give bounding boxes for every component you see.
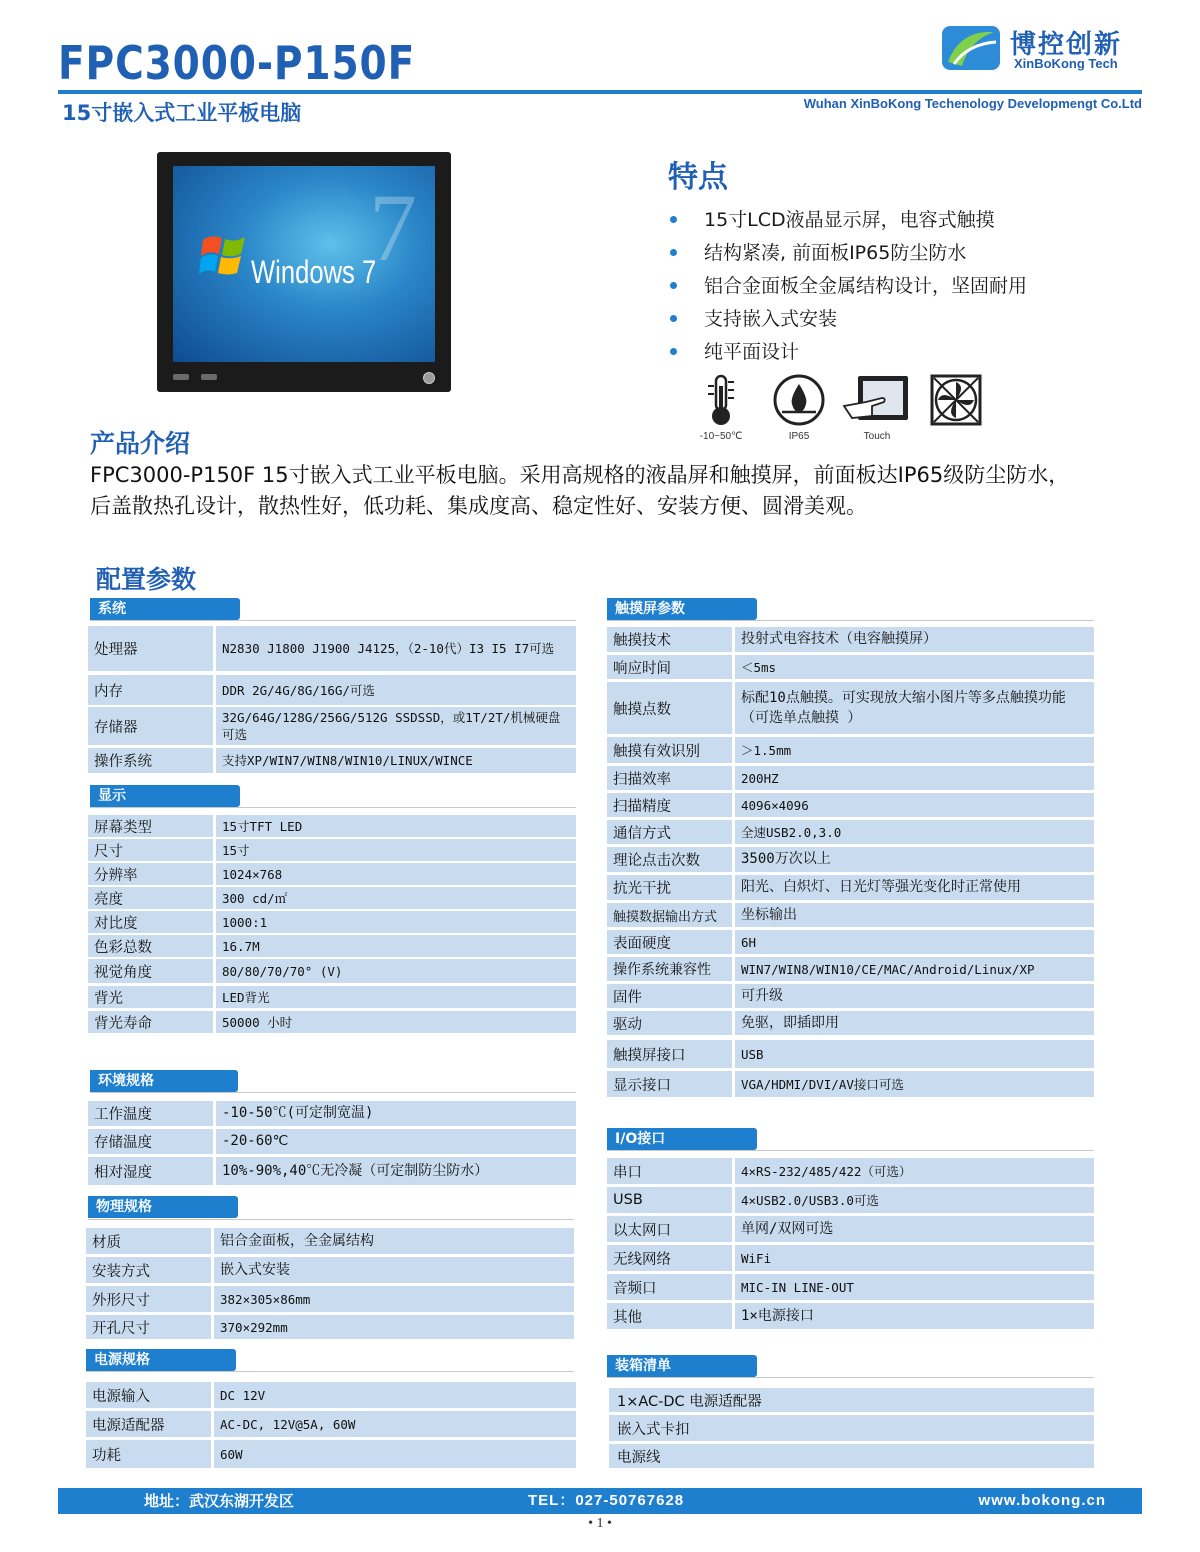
section-rule: [607, 1150, 1094, 1151]
section-rule: [90, 1092, 576, 1093]
table-row: 尺寸 15寸: [88, 839, 576, 861]
table-row: 抗光干扰 阳光、白炽灯、日光灯等强光变化时正常使用: [607, 875, 1094, 900]
logo-chinese-text: 博控创新: [1010, 30, 1123, 60]
feature-item: 结构紧凑, 前面板IP65防尘防水: [668, 239, 1027, 272]
table-row: 其他 1×电源接口: [607, 1303, 1094, 1329]
feature-badges: [690, 372, 990, 442]
company-name: Wuhan XinBoKong Techenology Developmengt Co.Ltd: [803, 96, 1142, 111]
badge-label: Touch: [863, 431, 891, 442]
table-row: 内存 DDR 2G/4G/8G/16G/可选: [88, 675, 576, 705]
section-tab-packing: 装箱清单: [607, 1355, 757, 1377]
product-model-title: FPC3000-P150F: [58, 36, 416, 90]
table-row: 色彩总数 16.7M: [88, 935, 576, 957]
footer-bar: [58, 1488, 1142, 1514]
footer-tel: TEL：027-50767628: [528, 1492, 685, 1509]
badge-touch: [842, 372, 912, 442]
windows-logo-icon: [199, 230, 249, 280]
screen-text: Windows 7: [251, 254, 377, 290]
product-subtitle: 15寸嵌入式工业平板电脑: [62, 101, 302, 125]
table-row: 响应时间 ＜5ms: [607, 655, 1094, 679]
badge-fan: [926, 372, 988, 442]
ip65-icon: [768, 372, 830, 428]
page-number: • 1 •: [588, 1516, 612, 1531]
table-row: 触摸有效识别 ＞1.5mm: [607, 737, 1094, 763]
table-row: 通信方式 全速USB2.0,3.0: [607, 820, 1094, 844]
footer-address: 地址：武汉东湖开发区: [144, 1492, 295, 1510]
bullet-icon: [670, 249, 677, 256]
usb-port-icon: [201, 374, 217, 380]
logo-mark-icon: [940, 22, 1002, 74]
section-rule: [90, 807, 576, 808]
logo-english-text: XinBoKong Tech: [1014, 56, 1118, 71]
footer-website-link[interactable]: www.bokong.cn: [978, 1492, 1106, 1509]
list-item: 1×AC-DC 电源适配器: [609, 1388, 1094, 1412]
feature-item: 支持嵌入式安装: [668, 305, 1027, 338]
table-row: 触摸数据输出方式 坐标输出: [607, 903, 1094, 927]
intro-text: FPC3000-P150F 15寸嵌入式工业平板电脑。采用高规格的液晶屏和触摸屏，前面板达IP65级防尘防水，后盖散热孔设计，散热性好，低功耗、集成度高、稳定性好、安装方便、圆滑美观。: [90, 463, 1070, 518]
product-image: [157, 152, 451, 392]
table-row: 存储温度 -20-60℃: [88, 1129, 576, 1154]
badge-ip65: [768, 372, 830, 442]
section-rule: [90, 620, 576, 621]
table-row: 电源输入 DC 12V: [86, 1382, 576, 1408]
section-tab-power: 电源规格: [86, 1349, 236, 1371]
table-row: 工作温度 -10-50℃(可定制宽温): [88, 1101, 576, 1126]
table-row: 串口 4×RS-232/485/422（可选）: [607, 1158, 1094, 1184]
screen-watermark-7: 7: [369, 174, 417, 281]
bullet-icon: [670, 348, 677, 355]
list-item: 电源线: [609, 1444, 1094, 1468]
bullet-icon: [670, 216, 677, 223]
table-row: 功耗 60W: [86, 1440, 576, 1468]
table-row: 驱动 免驱，即插即用: [607, 1011, 1094, 1035]
section-rule: [607, 1377, 1094, 1378]
table-row: 音频口 MIC-IN LINE-OUT: [607, 1274, 1094, 1300]
table-row: 电源适配器 AC-DC, 12V@5A, 60W: [86, 1411, 576, 1437]
table-row: 背光 LED背光: [88, 986, 576, 1008]
section-tab-system: 系统: [90, 598, 240, 620]
list-item: 嵌入式卡扣: [609, 1415, 1094, 1441]
table-row: 显示接口 VGA/HDMI/DVI/AV接口可选: [607, 1071, 1094, 1097]
power-button-icon: [423, 372, 435, 384]
table-row: 存储器 32G/64G/128G/256G/512G SSDSSD，或1T/2T/机械硬盘可选: [88, 707, 576, 745]
section-tab-touch: 触摸屏参数: [607, 598, 757, 620]
table-row: 开孔尺寸 370×292mm: [86, 1315, 574, 1339]
section-tab-environment: 环境规格: [90, 1070, 238, 1092]
section-tab-io: I/O接口: [607, 1128, 757, 1150]
features-list: [668, 206, 1027, 371]
badge-label: -10~50℃: [699, 431, 743, 442]
product-screen: [173, 166, 435, 362]
table-row: 理论点击次数 3500万次以上: [607, 847, 1094, 872]
bullet-icon: [670, 282, 677, 289]
table-row: 扫描效率 200HZ: [607, 766, 1094, 790]
table-row: USB 4×USB2.0/USB3.0可选: [607, 1187, 1094, 1213]
section-tab-physical: 物理规格: [88, 1196, 238, 1218]
company-logo: [940, 22, 1144, 76]
table-row: 材质 铝合金面板，全金属结构: [86, 1228, 574, 1254]
fan-icon: [926, 372, 988, 428]
table-row: 亮度 300 cd/㎡: [88, 887, 576, 909]
table-row: 操作系统兼容性 WIN7/WIN8/WIN10/CE/MAC/Android/Linux/XP: [607, 957, 1094, 981]
table-row: 扫描精度 4096×4096: [607, 793, 1094, 817]
section-rule: [607, 620, 1094, 621]
thermometer-icon: [690, 372, 752, 428]
table-row: 安装方式 嵌入式安装: [86, 1257, 574, 1283]
table-row: 视觉角度 80/80/70/70° (V): [88, 959, 576, 983]
section-rule: [88, 1219, 574, 1220]
touch-icon: [842, 372, 912, 428]
feature-item: 铝合金面板全金属结构设计，坚固耐用: [668, 272, 1027, 305]
table-row: 屏幕类型 15寸TFT LED: [88, 815, 576, 837]
features-title: 特点: [668, 160, 728, 195]
feature-item: 15寸LCD液晶显示屏，电容式触摸: [668, 206, 1027, 239]
table-row: 触摸屏接口 USB: [607, 1040, 1094, 1068]
table-row: 触摸技术 投射式电容技术（电容触摸屏）: [607, 627, 1094, 652]
badge-label: IP65: [788, 431, 810, 442]
usb-port-icon: [173, 374, 189, 380]
table-row: 对比度 1000:1: [88, 911, 576, 933]
spec-title: 配置参数: [96, 565, 197, 594]
table-row: 以太网口 单网/双网可选: [607, 1216, 1094, 1242]
bullet-icon: [670, 315, 677, 322]
table-row: 无线网络 WiFi: [607, 1245, 1094, 1271]
feature-item: 纯平面设计: [668, 338, 1027, 371]
table-row: 触摸点数 标配10点触摸。可实现放大缩小图片等多点触摸功能（可选单点触摸 ）: [607, 682, 1094, 734]
table-row: 外形尺寸 382×305×86mm: [86, 1286, 574, 1312]
section-tab-display: 显示: [90, 785, 240, 807]
intro-title: 产品介绍: [90, 429, 191, 458]
table-row: 处理器 N2830 J1800 J1900 J4125，（2-10代）I3 I5 I7可选: [88, 626, 576, 671]
table-row: 分辨率 1024×768: [88, 863, 576, 885]
table-row: 操作系统 支持XP/WIN7/WIN8/WIN10/LINUX/WINCE: [88, 748, 576, 773]
section-rule: [86, 1371, 574, 1372]
table-row: 相对湿度 10%-90%,40℃无冷凝（可定制防尘防水）: [88, 1157, 576, 1185]
badge-temperature: [690, 372, 752, 442]
table-row: 背光寿命 50000 小时: [88, 1011, 576, 1033]
table-row: 固件 可升级: [607, 984, 1094, 1008]
header-divider: [58, 90, 1142, 94]
table-row: 表面硬度 6H: [607, 930, 1094, 954]
